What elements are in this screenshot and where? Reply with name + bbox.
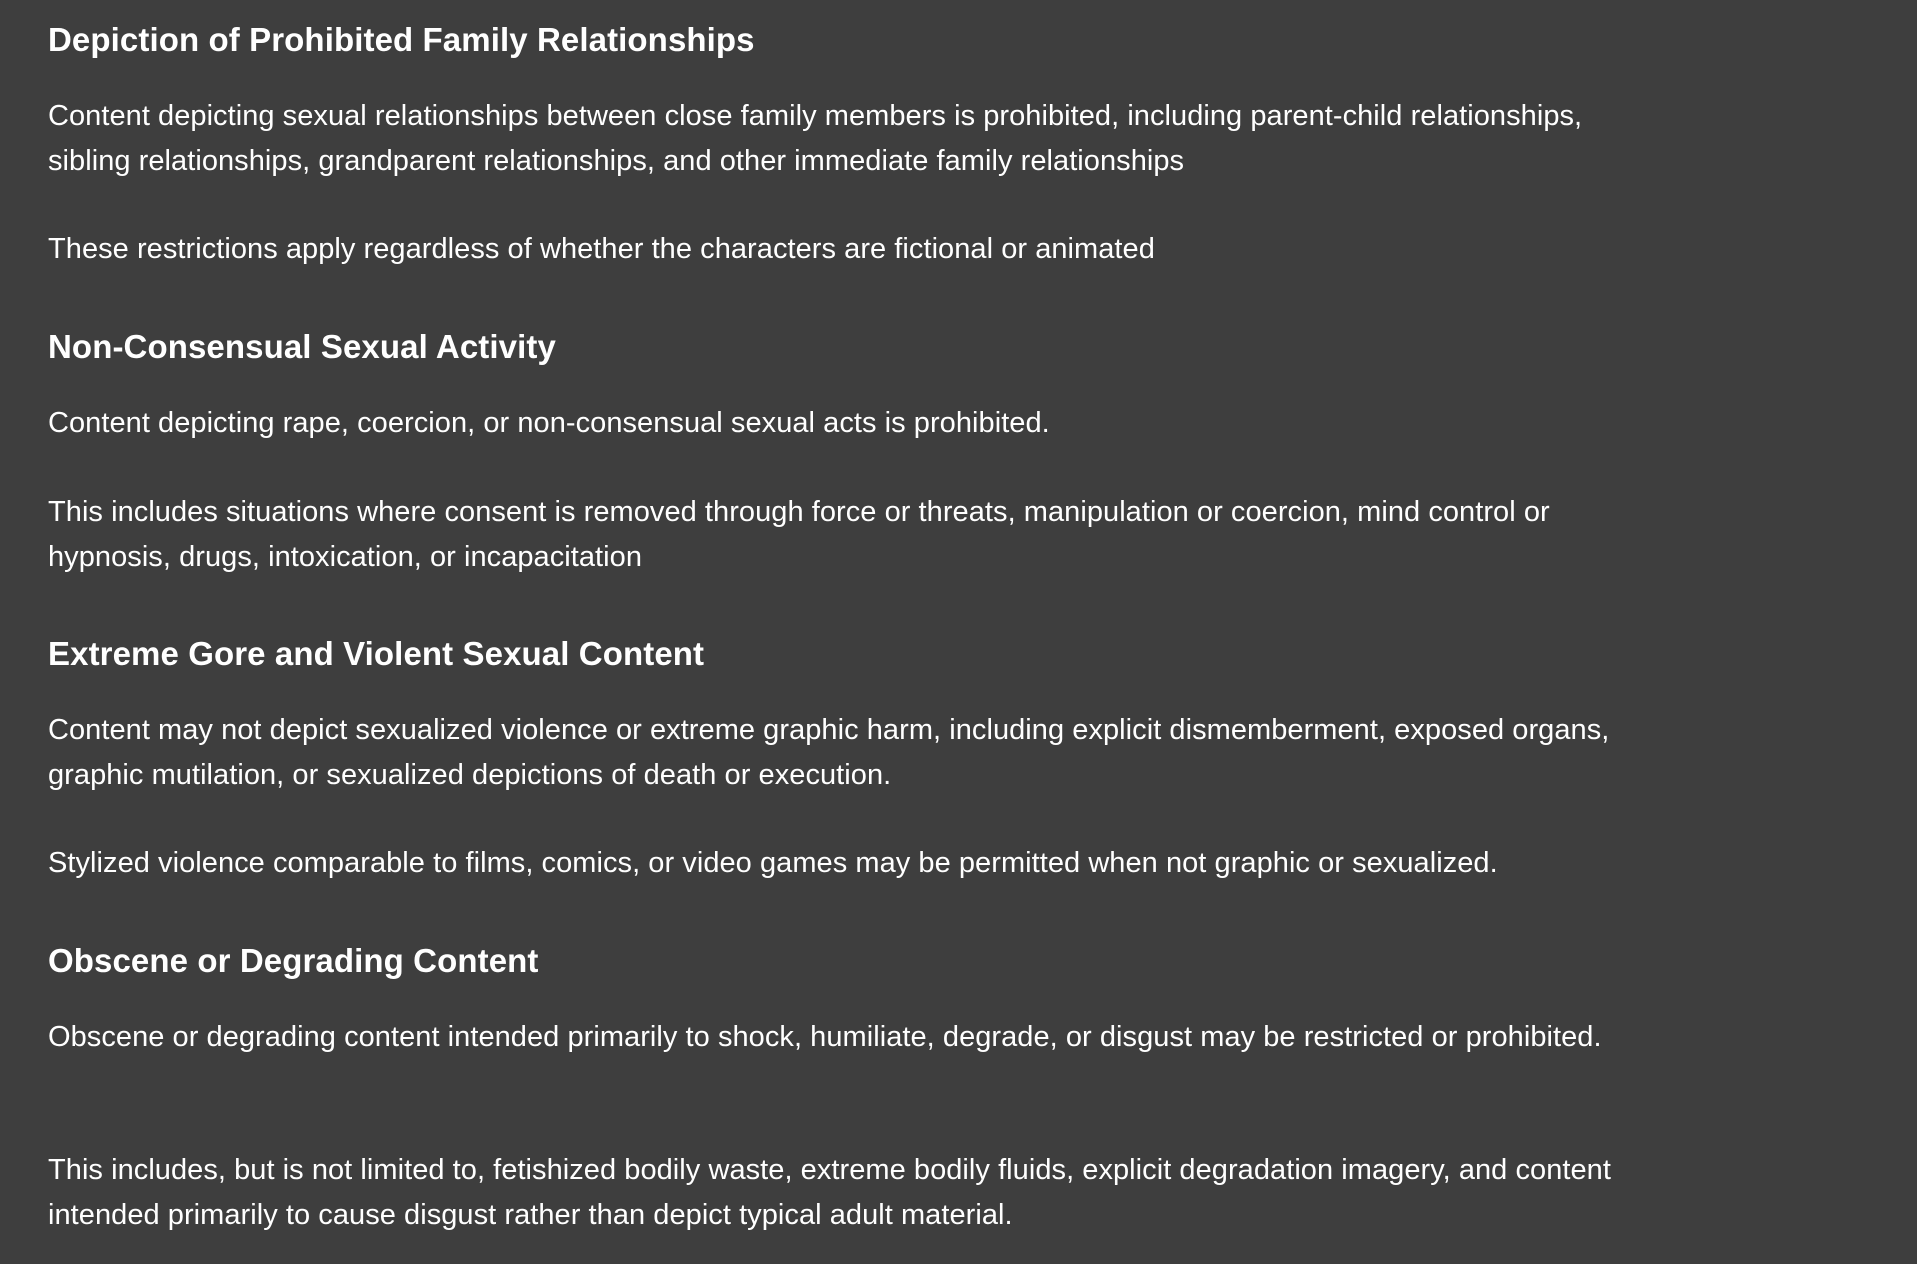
section-obscene-degrading	[48, 941, 1618, 1231]
section-paragraph: Content depicting sexual relationships between close family members is prohibited, including parent-child relationships, sibling relationships, grandparent relationships, and other immediate family relationships	[48, 100, 1583, 177]
section-non-consensual	[48, 327, 1618, 573]
section-extreme-gore	[48, 634, 1618, 879]
section-heading: Obscene or Degrading Content	[48, 942, 539, 979]
section-paragraph: This includes, but is not limited to, fetishized bodily waste, extreme bodily fluids, explicit degradation imagery, and content intended primarily to cause disgust rather than depict typical adult material.	[48, 1154, 1611, 1231]
section-paragraph: Stylized violence comparable to films, comics, or video games may be permitted when not graphic or sexualized.	[48, 847, 1498, 879]
section-paragraph: Content may not depict sexualized violence or extreme graphic harm, including explicit dismemberment, exposed organs, graphic mutilation, or sexualized depictions of death or execution.	[48, 714, 1610, 791]
section-paragraph: Obscene or degrading content intended primarily to shock, humiliate, degrade, or disgust may be restricted or prohibited.	[48, 1021, 1602, 1053]
section-heading: Non-Consensual Sexual Activity	[48, 328, 556, 365]
section-paragraph: This includes situations where consent is removed through force or threats, manipulation or coercion, mind control or hypnosis, drugs, intoxication, or incapacitation	[48, 496, 1550, 573]
section-paragraph: Content depicting rape, coercion, or non-consensual sexual acts is prohibited.	[48, 407, 1050, 439]
section-heading: Extreme Gore and Violent Sexual Content	[48, 635, 705, 672]
section-paragraph: These restrictions apply regardless of whether the characters are fictional or animated	[48, 233, 1155, 265]
section-family-relationships	[48, 20, 1618, 265]
section-heading: Depiction of Prohibited Family Relationships	[48, 21, 755, 58]
